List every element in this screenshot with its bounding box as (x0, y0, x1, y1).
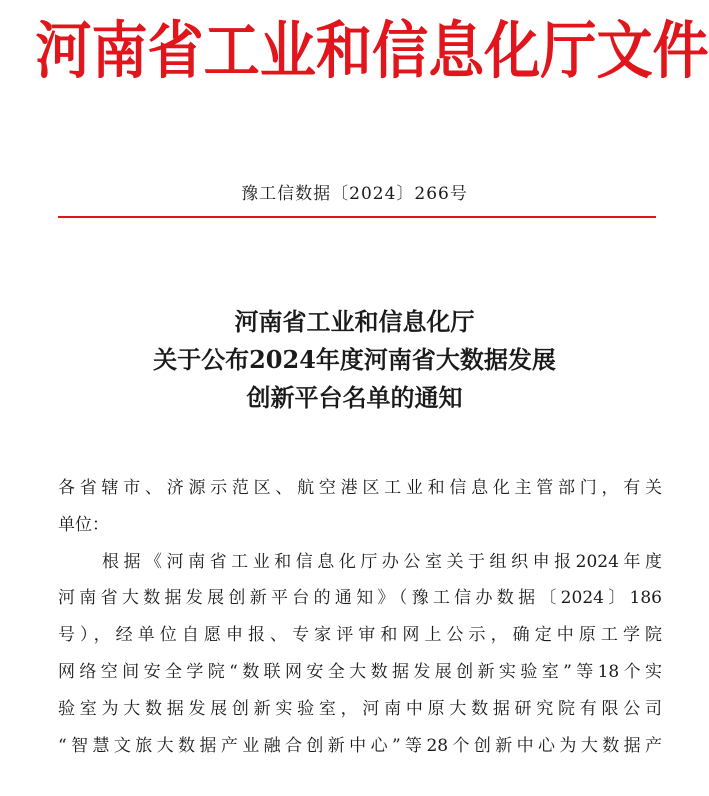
paragraph-line: 河南省大数据发展创新平台的通知》（豫工信办数据〔2024〕186 (58, 588, 662, 609)
notice-title (0, 303, 709, 417)
red-divider-line (58, 216, 656, 218)
document-body (58, 470, 662, 764)
paragraph-line: 网络空间安全学院“数联网安全大数据发展创新实验室”等18个实 (58, 661, 662, 682)
addressee-line-1: 各省辖市、济源示范区、航空港区工业和信息化主管部门，有关 (58, 478, 662, 498)
notice-title-line-1: 河南省工业和信息化厅 (234, 307, 475, 336)
addressee-line-2: 单位： (58, 514, 109, 535)
notice-title-line-3: 创新平台名单的通知 (246, 383, 463, 412)
document-header (0, 0, 709, 98)
paragraph-line: 根据《河南省工业和信息化厅办公室关于组织申报2024年度 (102, 551, 662, 572)
document-number: 豫工信数据〔2024〕266号 (241, 184, 468, 204)
issuer-title: 河南省工业和信息化厅文件 (35, 14, 709, 87)
paragraph-line: 号），经单位自愿申报、专家评审和网上公示，确定中原工学院 (58, 625, 662, 646)
notice-title-line-2: 关于公布2024年度河南省大数据发展 (153, 345, 556, 374)
paragraph-line: 验室为大数据发展创新实验室，河南中原大数据研究院有限公司 (58, 698, 662, 719)
paragraph-line: “智慧文旅大数据产业融合创新中心”等28个创新中心为大数据产 (58, 735, 662, 756)
